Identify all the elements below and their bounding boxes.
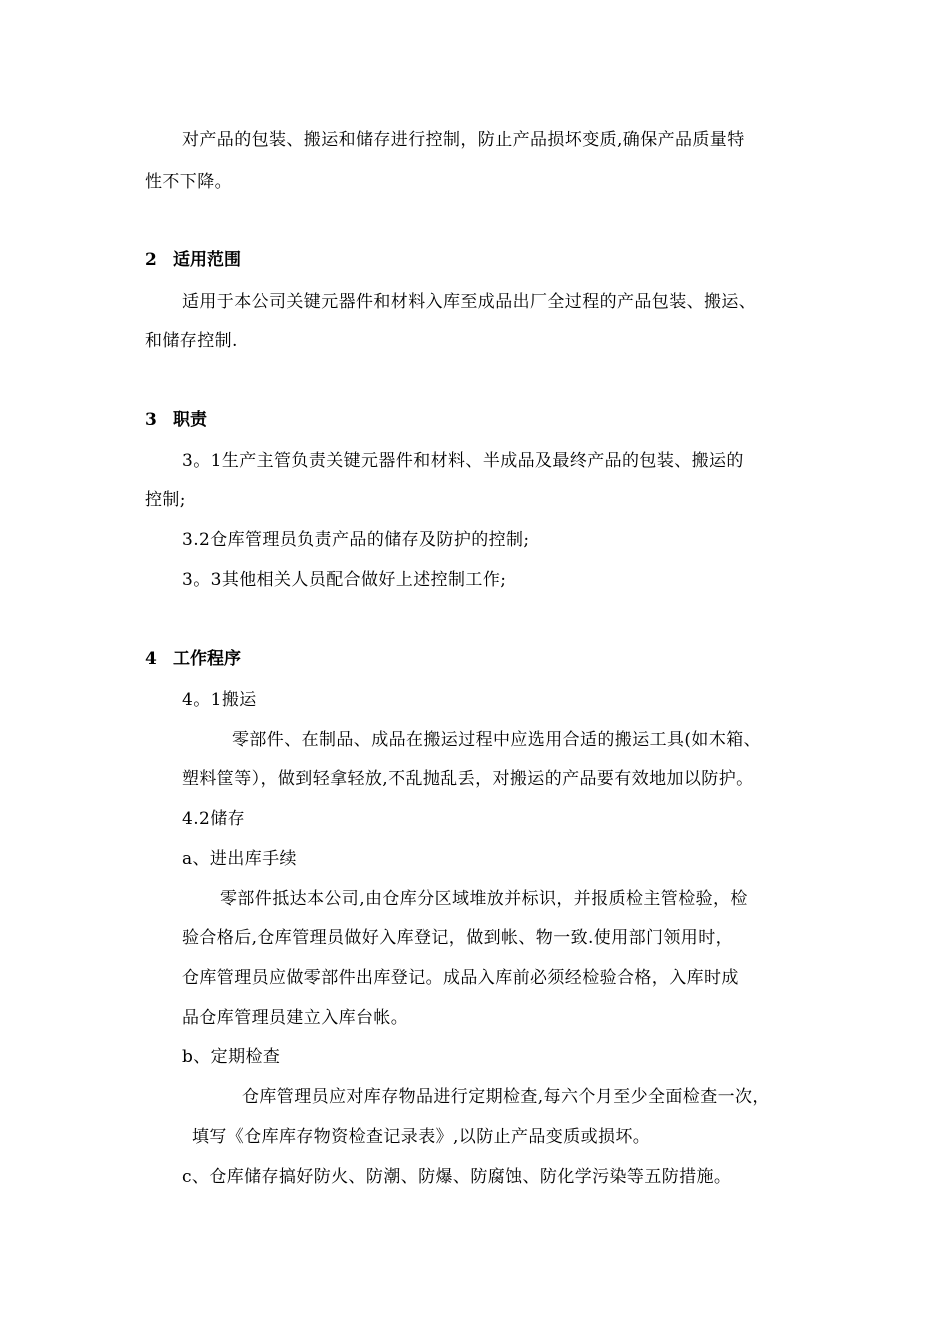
section-2-title: 适用范围 [173, 250, 241, 270]
section-4-2-b-line-2: 填写《仓库库存物资检查记录表》,以防止产品变质或损坏。 [192, 1127, 651, 1147]
section-4-2-b-line-1: 仓库管理员应对库存物品进行定期检查,每六个月至少全面检查一次， [242, 1087, 770, 1107]
section-4-2-b-title: b、定期检查 [182, 1047, 281, 1067]
section-2-line-2: 和储存控制. [145, 331, 238, 351]
section-3-heading [145, 408, 207, 432]
purpose-line-1: 对产品的包装、搬运和储存进行控制，防止产品损坏变质,确保产品质量特 [182, 130, 745, 150]
section-4-2-title: 4.2储存 [182, 809, 246, 829]
section-4-heading [145, 647, 241, 671]
section-2-heading [145, 248, 241, 272]
section-3-number: 3 [145, 410, 157, 430]
section-4-2-a-line-2: 验合格后,仓库管理员做好入库登记，做到帐、物一致.使用部门领用时， [182, 928, 734, 948]
section-4-1-line-1: 零部件、在制品、成品在搬运过程中应选用合适的搬运工具(如木箱、 [232, 730, 762, 750]
section-3-item-3: 3。3其他相关人员配合做好上述控制工作; [182, 570, 507, 590]
section-3-item-2: 3.2仓库管理员负责产品的储存及防护的控制; [182, 530, 530, 550]
section-4-title: 工作程序 [173, 649, 241, 669]
section-4-number: 4 [145, 649, 157, 669]
section-4-2-a-line-4: 品仓库管理员建立入库台帐。 [182, 1008, 409, 1028]
section-3-title: 职责 [173, 410, 207, 430]
section-3-item-1-line-1: 3。1生产主管负责关键元器件和材料、半成品及最终产品的包装、搬运的 [182, 451, 744, 471]
section-4-2-c-line-1: c、仓库储存搞好防火、防潮、防爆、防腐蚀、防化学污染等五防措施。 [182, 1167, 732, 1187]
section-2-number: 2 [145, 250, 157, 270]
section-3-item-1-line-2: 控制; [145, 490, 186, 510]
purpose-line-2: 性不下降。 [145, 172, 232, 192]
section-4-2-a-line-3: 仓库管理员应做零部件出库登记。成品入库前必须经检验合格，入库时成 [182, 968, 739, 988]
section-4-2-a-line-1: 零部件抵达本公司,由仓库分区域堆放并标识，并报质检主管检验，检 [220, 889, 748, 909]
section-4-2-a-title: a、进出库手续 [182, 849, 297, 869]
section-2-line-1: 适用于本公司关键元器件和材料入库至成品出厂全过程的产品包装、搬运、 [182, 292, 757, 312]
section-4-1-line-2: 塑料筐等），做到轻拿轻放,不乱抛乱丢，对搬运的产品要有效地加以防护。 [182, 769, 754, 789]
section-4-1-title: 4。1搬运 [182, 690, 257, 710]
